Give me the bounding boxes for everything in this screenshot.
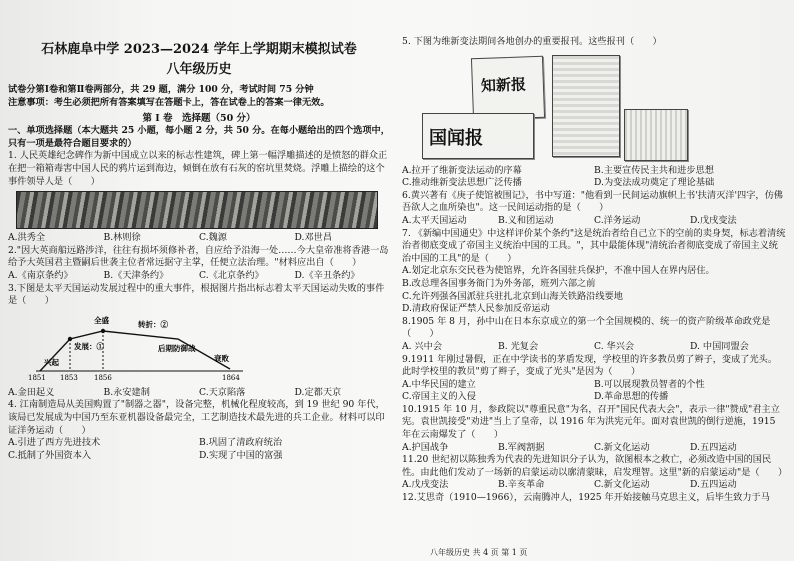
option: A. 兴中会 [402,340,443,352]
question-stem: 12.艾思奇（1910—1966），云南腾冲人，1925 年开始接触马克思主义，后毕生致力于马 [402,492,770,504]
newspaper-masthead: 国闻报 [429,127,483,149]
taiping-timeline-chart [8,309,258,383]
page-footer: 八年级历史 共 4 页 第 1 页 [430,548,528,557]
option: D. 中国同盟会 [690,340,749,352]
option: C. 华兴会 [594,340,635,352]
question-stem: 2."因大英商船远路涉洋，往往有损坏须修补者，自应给予沿海一处……今大皇帝准将香港一岛给予大英国君主暨嗣后世袭主位者常远据守主掌，任便立法治理。"材料应出自（ ） [8,244,389,269]
timeline-label: 衰败 [214,353,229,363]
exam-note-2: 注意事项：考生必须把所有答案填写在答题卡上，答在试卷上的答案一律无效。 [8,96,330,108]
right-column [402,36,786,505]
option: A.《南京条约》 [8,269,73,281]
option: C.新文化运动 [594,441,650,453]
option: D.戊戌变法 [690,214,737,226]
question-stem: 7. 《新编中国通史》中这样评价某个条约"这是统治者给自己立下的空前的卖身契，标志着清统治者彻底变成了帝国主义统治中国的工具。"，其中最能体现"清统治者彻底变成了帝国主义统治中国的工具"的是（ ） [402,227,786,264]
question-stem: 6.黄兴著有《庚子使馆被围记》，书中写道："他看到一民间运动旗帜上书'扶清灭洋'四字，仿佛吾欲人之血所染也"。这一民间运动指的是（ ） [402,189,783,214]
option: B.可以展现教员智者的个性 [594,378,705,390]
option: B.改总理各国事务衙门为外务部，班列六部之前 [402,277,596,289]
question-options [402,215,786,228]
option: C.天京陷落 [199,386,246,398]
question-stem: 4. 江南制造局从美国购置了"制器之器"，设备完整，机械化程度较高，到 19 世纪 90 年代，该局已发展成为中国乃至东亚机器设备最完全，工艺制造技术最先进的兵工企业。材料可以印证洋务运动（ ） [8,399,385,436]
timeline-year: 1864 [222,373,240,382]
option: C.允许列强各国派驻兵驻扎北京到山海关铁路沿线要地 [402,290,623,302]
option: B.永安建制 [103,386,150,398]
left-column [8,38,390,462]
timeline-year: 1853 [60,373,78,382]
option: B.辛亥革命 [498,479,545,491]
option: B.主要宣传民主共和进步思想 [594,164,714,176]
option: A.护国战争 [402,441,449,453]
newspaper-image [471,55,545,119]
option: C.《北京条约》 [199,269,264,281]
exam-note-1: 试卷分第Ⅰ卷和第Ⅱ卷两部分，共 29 题，满分 100 分，考试时间 75 分钟 [8,84,314,95]
option: D.革命思想的传播 [594,391,669,403]
question-stem: 1. 人民英雄纪念碑作为新中国成立以来的标志性建筑，碑上第一幅浮雕描述的是愤怒的群众正在把一箱箱毒害中国人民的鸦片运到海边，倾倒在放有石灰的窑坑里焚烧。浮雕上描绘的这个事件领导人是（ ） [8,150,388,187]
option: D.为变法成功奠定了理论基础 [594,177,715,189]
timeline-year: 1856 [94,373,112,382]
question-options [8,437,390,462]
newspaper-images [402,51,786,163]
option: A.引进了西方先进技术 [8,437,101,449]
option: B.《天津条约》 [103,269,169,281]
option: C.魏源 [199,232,227,244]
timeline-year: 1851 [28,373,46,382]
exam-title: 石林鹿阜中学 2023—2024 学年上学期期末模拟试卷 [41,42,357,57]
option: B.义和团运动 [498,214,554,226]
option: D.五四运动 [690,479,737,491]
question-options [8,270,390,283]
section-title: 第 I 卷 选择题（50 分） [142,113,256,125]
option: D.五四运动 [690,441,737,453]
question-options [402,165,786,190]
option: A.中华民国的建立 [402,378,476,390]
option: A.拉开了维新变法运动的序幕 [402,164,522,176]
option: D.清政府保证严禁人民参加反帝运动 [402,303,550,315]
option: A.划定北京东交民巷为使馆界，允许各国驻兵保护，不准中国人在界内居住。 [402,265,715,277]
question-options [402,442,786,455]
option: C.推动维新变法思想广泛传播 [402,177,522,189]
question-stem: 10.1915 年 10 月，参政院以"尊重民意"为名，召开"国民代表大会"，表示一律"赞成"君主立宪。袁世凯接受"劝进"当上了皇帝，以 1916 年为洪宪元年。面对袁世凯的倒行逆施，1915 年在云南爆发了（ ） [402,403,780,441]
question-options [402,265,786,315]
option: A.戊戌变法 [402,479,449,491]
question-stem: 9.1911 年刚过暑假，正在中学读书的茅盾发现，学校里的许多教员剪了辫子，变成了光头。此时学校里的教员"剪了辫子，变成了光头"是因为（ ） [402,353,778,378]
option: C.抵制了外国资本入 [8,449,92,461]
option: C.洋务运动 [594,214,641,226]
question-stem: 8.1905 年 8 月，孙中山在日本东京成立的第一个全国规模的、统一的资产阶级革命政党是（ ） [402,315,771,340]
newspaper-image [624,109,688,161]
timeline-curve [40,331,230,371]
option: D.实现了中国的富强 [199,449,283,461]
question-stem: 11.20 世纪初以陈独秀为代表的先进知识分子认为，欲图根本之救亡，必须改造中国的国民性。由此他们发动了一场新的启蒙运动以廓清蒙昧，启发理智。这里"新的启蒙运动"是（ ） [402,454,788,478]
question-options [402,341,786,354]
exam-subject: 八年级历史 [166,62,232,77]
question-stem: 5. 下图为维新变法期间各地创办的重要报刊。这些报刊（ ） [402,36,662,47]
question-stem: 3.下图是太平天国运动发展过程中的重大事件，根据图片指出标志着太平天国运动失败的事件是（ ） [8,282,385,307]
newspaper-image [552,55,620,157]
option: D.邓世昌 [294,232,333,244]
option: B.林则徐 [103,232,141,244]
option: D.定都天京 [294,386,342,398]
option: D.《辛丑条约》 [294,269,360,281]
option: A.洪秀全 [8,232,46,244]
part-intro: 一、单项选择题（本大题共 25 小题，每小题 2 分，共 50 分。在每小题给出的四个选项中，只有一项是最符合题目要求的） [8,125,390,149]
option: A.太平天国运动 [402,214,467,226]
question-options [8,387,390,400]
newspaper-masthead: 知新报 [480,74,527,95]
newspaper-image [422,113,534,159]
option: B.军阀割据 [498,441,545,453]
timeline-label: 兴起 [44,357,59,367]
timeline-label: 发展：① [74,341,104,351]
relief-sculpture-image [16,191,378,229]
option: C.新文化运动 [594,479,650,491]
timeline-turn-label: 转折：② [138,319,168,329]
question-options [402,479,786,492]
timeline-late-label: 后期防御战 [158,343,196,353]
option: B.巩固了清政府统治 [199,437,283,449]
timeline-label: 全盛 [94,315,109,325]
option: B. 光复会 [498,340,539,352]
question-options [402,379,786,404]
question-options [8,232,390,245]
option: A.金田起义 [8,386,55,398]
option: C.帝国主义的入侵 [402,391,476,403]
